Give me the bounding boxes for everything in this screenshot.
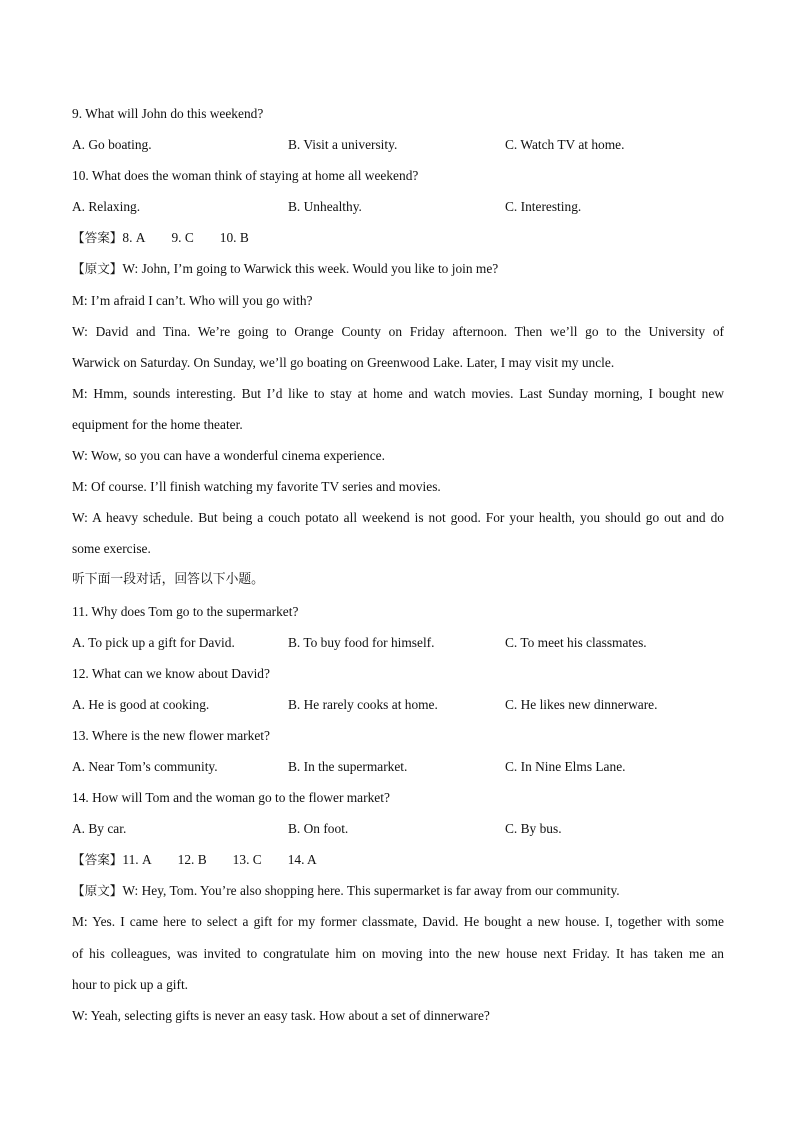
- option-a: A. To pick up a gift for David.: [72, 634, 235, 650]
- document-page: [72, 98, 724, 1031]
- transcript-text: W: Hey, Tom. You’re also shopping here. This supermarket is far away from our community.: [122, 883, 620, 899]
- transcript-tag: 【原文】: [72, 261, 123, 277]
- transcript-1-line: W: Wow, so you can have a wonderful cinema experience.: [72, 448, 385, 464]
- option-a: A. Relaxing.: [72, 199, 141, 215]
- transcript-1-line: [72, 253, 724, 284]
- option-c: C. Interesting.: [505, 199, 582, 215]
- option-c: C. By bus.: [505, 821, 562, 837]
- question-14: 14. How will Tom and the woman go to the flower market?: [72, 790, 390, 806]
- answer-item: 9. C: [171, 230, 194, 246]
- question-11-options: [72, 627, 724, 658]
- option-b: B. He rarely cooks at home.: [288, 696, 438, 712]
- transcript-1-line: M: Hmm, sounds interesting. But I’d like to stay at home and watch movies. Last Sunday morning, I bought new: [72, 385, 724, 401]
- question-10-options: [72, 191, 724, 222]
- option-c: C. In Nine Elms Lane.: [505, 758, 626, 774]
- transcript-text: W: John, I’m going to Warwick this week. Would you like to join me?: [122, 261, 499, 277]
- transcript-2-line: W: Yeah, selecting gifts is never an easy task. How about a set of dinnerware?: [72, 1007, 490, 1023]
- transcript-1-line: M: I’m afraid I can’t. Who will you go with?: [72, 292, 313, 308]
- answer-item: 11. A: [122, 852, 152, 868]
- question-13: 13. Where is the new flower market?: [72, 727, 270, 743]
- question-9: 9. What will John do this weekend?: [72, 106, 264, 121]
- option-b: B. Unhealthy.: [288, 199, 362, 215]
- answer-item: 8. A: [122, 230, 146, 246]
- option-c: C. Watch TV at home.: [505, 137, 625, 153]
- question-10: 10. What does the woman think of staying at home all weekend?: [72, 168, 419, 184]
- answer-item: 14. A: [287, 852, 317, 868]
- question-9-options: [72, 129, 724, 160]
- transcript-tag: 【原文】: [72, 883, 123, 899]
- answer-item: 10. B: [219, 230, 249, 246]
- option-b: B. Visit a university.: [288, 137, 398, 153]
- option-b: B. In the supermarket.: [288, 758, 408, 774]
- transcript-2-line: hour to pick up a gift.: [72, 976, 189, 992]
- option-b: B. On foot.: [288, 821, 349, 837]
- question-11: 11. Why does Tom go to the supermarket?: [72, 603, 299, 619]
- section-instruction: 听下面一段对话，回答以下小题。: [72, 572, 264, 588]
- transcript-1-line: M: Of course. I’ll finish watching my favorite TV series and movies.: [72, 479, 441, 495]
- transcript-2-line: [72, 875, 724, 906]
- transcript-2-line: of his colleagues, was invited to congratulate him on moving into the new house next Friday. It has taken me an: [72, 945, 724, 961]
- transcript-1-line: equipment for the home theater.: [72, 416, 243, 432]
- answer-key-2: [72, 844, 724, 875]
- question-12: 12. What can we know about David?: [72, 665, 270, 681]
- option-b: B. To buy food for himself.: [288, 634, 435, 650]
- answer-key-1: [72, 222, 724, 253]
- answer-item: 12. B: [177, 852, 207, 868]
- transcript-1-line: some exercise.: [72, 541, 151, 557]
- answer-tag: 【答案】: [72, 852, 123, 868]
- transcript-2-line: M: Yes. I came here to select a gift for my former classmate, David. He bought a new house. I, together with some: [72, 914, 724, 930]
- option-c: C. To meet his classmates.: [505, 634, 647, 650]
- transcript-1-line: Warwick on Saturday. On Sunday, we’ll go boating on Greenwood Lake. Later, I may visit my uncle.: [72, 354, 615, 370]
- answer-item: 13. C: [232, 852, 262, 868]
- transcript-1-line: W: David and Tina. We’re going to Orange County on Friday afternoon. Then we’ll go to the University of: [72, 323, 724, 339]
- option-a: A. Near Tom’s community.: [72, 758, 218, 774]
- question-14-options: [72, 813, 724, 844]
- option-a: A. He is good at cooking.: [72, 696, 210, 712]
- transcript-1-line: W: A heavy schedule. But being a couch potato all weekend is not good. For your health, you should go out and do: [72, 510, 724, 526]
- question-13-options: [72, 751, 724, 782]
- question-12-options: [72, 689, 724, 720]
- option-a: A. Go boating.: [72, 137, 152, 153]
- option-a: A. By car.: [72, 821, 127, 837]
- answer-tag: 【答案】: [72, 230, 123, 246]
- option-c: C. He likes new dinnerware.: [505, 696, 658, 712]
